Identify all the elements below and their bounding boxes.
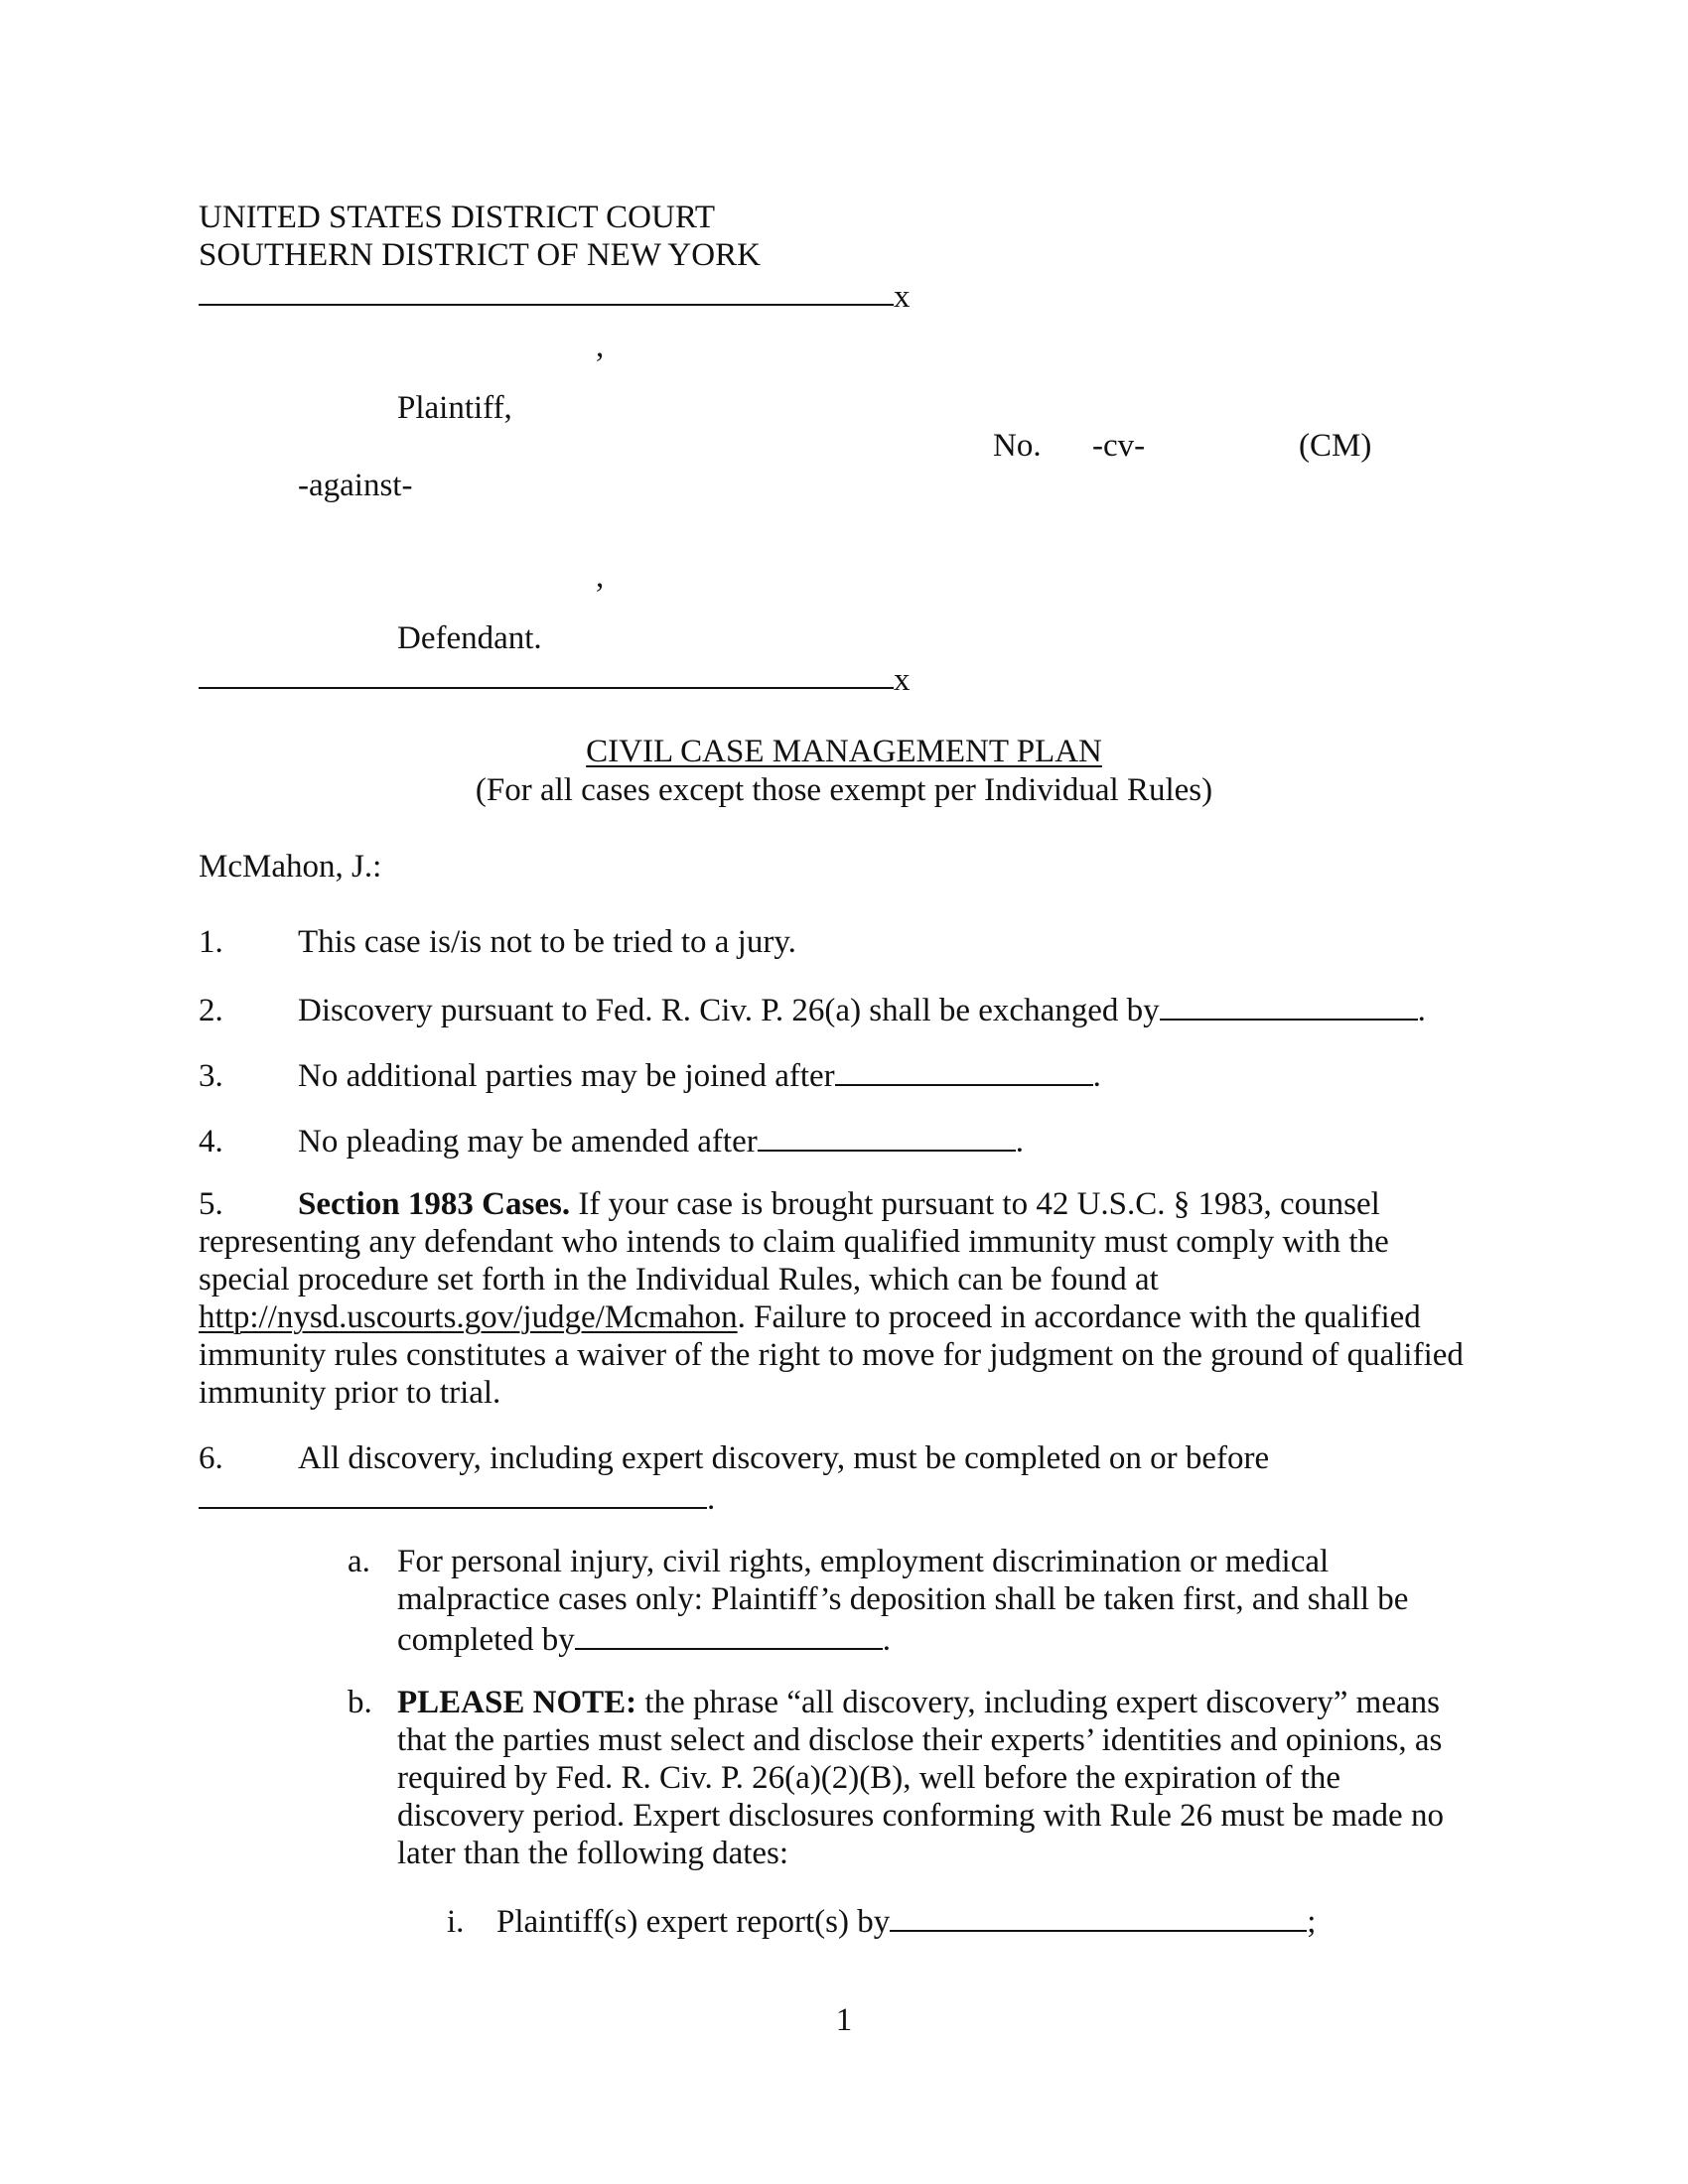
case-number-cv: -cv- bbox=[1092, 428, 1146, 464]
document-title: CIVIL CASE MANAGEMENT PLAN bbox=[586, 734, 1102, 769]
item-text: . Failure to proceed in accordance with the qualified bbox=[737, 1299, 1421, 1335]
item-end: . bbox=[707, 1481, 716, 1517]
sub-label: i. bbox=[447, 1904, 465, 1940]
item-5-line-6: immunity prior to trial. bbox=[199, 1375, 501, 1411]
item-5-line-2: representing any defendant who intends to claim qualified immunity must comply with the bbox=[199, 1224, 1389, 1260]
sub-a-line-1 bbox=[348, 1543, 1329, 1580]
judge-name: McMahon, J.: bbox=[199, 849, 382, 885]
item-1 bbox=[199, 923, 1489, 961]
item-text: All discovery, including expert discovery, must be completed on or before bbox=[298, 1440, 1270, 1476]
sub-b-line-2: that the parties must select and disclose their experts’ identities and opinions, as bbox=[397, 1722, 1443, 1758]
caption-rule-top bbox=[199, 304, 894, 306]
sub-a-line-2: malpractice cases only: Plaintiff’s deposition shall be taken first, and shall be bbox=[397, 1581, 1409, 1617]
page-number: 1 bbox=[835, 2002, 853, 2038]
date-blank[interactable] bbox=[890, 1900, 1307, 1932]
court-name: UNITED STATES DISTRICT COURT bbox=[199, 200, 716, 235]
item-number: 1. bbox=[199, 924, 223, 960]
plaintiff-label: Plaintiff, bbox=[397, 390, 512, 426]
item-text: Discovery pursuant to Fed. R. Civ. P. 26(a) shall be exchanged by bbox=[298, 993, 1160, 1028]
date-blank[interactable] bbox=[835, 1054, 1093, 1086]
item-end: . bbox=[1015, 1124, 1024, 1160]
item-2 bbox=[199, 989, 1489, 1029]
sub-i-line bbox=[447, 1900, 1316, 1941]
item-number: 2. bbox=[199, 993, 223, 1028]
defendant-comma: , bbox=[596, 559, 605, 595]
item-number: 3. bbox=[199, 1058, 223, 1094]
date-blank[interactable] bbox=[1160, 989, 1418, 1021]
item-5-line-4 bbox=[199, 1298, 1489, 1336]
sub-a-line-3 bbox=[397, 1618, 891, 1659]
item-6 bbox=[199, 1439, 1489, 1477]
against-label: -against- bbox=[298, 468, 413, 503]
plaintiff-comma: , bbox=[596, 329, 605, 364]
item-number: 5. bbox=[199, 1186, 223, 1222]
caption-x-top: x bbox=[894, 279, 911, 315]
sub-b-line-3: required by Fed. R. Civ. P. 26(a)(2)(B), well before the expiration of the bbox=[397, 1760, 1341, 1796]
sub-text: For personal injury, civil rights, employment discrimination or medical bbox=[397, 1544, 1330, 1579]
sub-end: ; bbox=[1307, 1904, 1317, 1940]
item-3 bbox=[199, 1054, 1489, 1095]
caption-x-bottom: x bbox=[894, 662, 911, 698]
sub-end: . bbox=[882, 1622, 891, 1658]
defendant-label: Defendant. bbox=[397, 620, 542, 656]
date-blank[interactable] bbox=[575, 1618, 883, 1650]
sub-b-line-5: later than the following dates: bbox=[397, 1836, 789, 1871]
sub-text: Plaintiff(s) expert report(s) by bbox=[496, 1904, 891, 1940]
date-blank[interactable] bbox=[758, 1120, 1016, 1152]
item-4 bbox=[199, 1120, 1489, 1160]
case-judge-initials: (CM) bbox=[1299, 428, 1372, 464]
court-district: SOUTHERN DISTRICT OF NEW YORK bbox=[199, 237, 761, 273]
item-text: If your case is brought pursuant to 42 U.S.C. § 1983, counsel bbox=[570, 1186, 1380, 1222]
sub-label: a. bbox=[348, 1544, 370, 1579]
item-end: . bbox=[1417, 993, 1426, 1028]
sub-text: the phrase “all discovery, including expert discovery” means bbox=[636, 1685, 1440, 1720]
document-subtitle: (For all cases except those exempt per Individual Rules) bbox=[475, 772, 1213, 808]
sub-label: b. bbox=[348, 1685, 372, 1720]
item-5-line-3: special procedure set forth in the Individual Rules, which can be found at bbox=[199, 1262, 1159, 1297]
item-text: No additional parties may be joined after bbox=[298, 1058, 835, 1094]
sub-b-line-1 bbox=[348, 1684, 1440, 1721]
item-text: No pleading may be amended after bbox=[298, 1124, 758, 1160]
item-number: 4. bbox=[199, 1124, 223, 1160]
item-5-line-5: immunity rules constitutes a waiver of the right to move for judgment on the ground of qualified bbox=[199, 1337, 1464, 1373]
please-note: PLEASE NOTE: bbox=[397, 1685, 637, 1720]
section-1983-heading: Section 1983 Cases. bbox=[298, 1186, 571, 1222]
individual-rules-link[interactable]: http://nysd.uscourts.gov/judge/Mcmahon bbox=[199, 1299, 738, 1335]
sub-text: completed by bbox=[397, 1622, 575, 1658]
sub-b-line-4: discovery period. Expert disclosures conforming with Rule 26 must be made no bbox=[397, 1798, 1444, 1834]
item-number: 6. bbox=[199, 1440, 223, 1476]
item-end: . bbox=[1092, 1058, 1101, 1094]
date-blank[interactable] bbox=[199, 1477, 707, 1509]
item-text: This case is/is not to be tried to a jury. bbox=[298, 924, 796, 960]
case-number-label: No. bbox=[993, 428, 1042, 464]
item-6-blank-line bbox=[199, 1477, 1489, 1518]
caption-rule-bottom bbox=[199, 687, 894, 689]
item-5-line-1 bbox=[199, 1185, 1489, 1223]
